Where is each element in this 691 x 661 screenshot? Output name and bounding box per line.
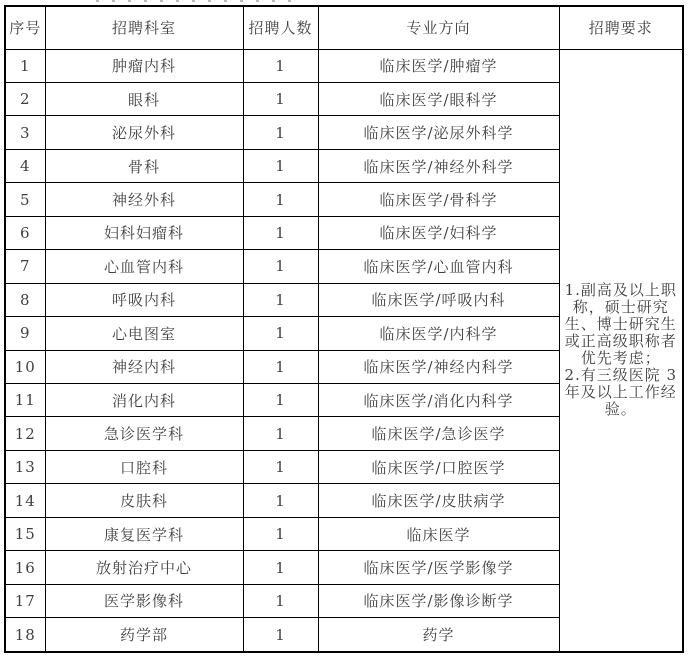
major-cell: 临床医学/呼吸内科 (318, 283, 559, 316)
headcount-cell: 1 (243, 450, 318, 483)
headcount-cell: 1 (243, 49, 318, 82)
department-cell: 神经内科 (45, 350, 243, 383)
row-number-cell: 12 (5, 417, 45, 450)
department-cell: 康复医学科 (45, 517, 243, 550)
col-header-department: 招聘科室 (45, 6, 243, 49)
row-number-cell: 16 (5, 551, 45, 584)
row-number-cell: 2 (5, 82, 45, 115)
headcount-cell: 1 (243, 484, 318, 517)
row-number-cell: 17 (5, 584, 45, 617)
headcount-cell: 1 (243, 551, 318, 584)
clipped-text-remnant (96, 0, 291, 2)
headcount-cell: 1 (243, 183, 318, 216)
department-cell: 急诊医学科 (45, 417, 243, 450)
major-cell: 临床医学/影像诊断学 (318, 584, 559, 617)
major-cell: 临床医学/眼科学 (318, 82, 559, 115)
headcount-cell: 1 (243, 116, 318, 149)
requirement-line-2: 2.有三级医院 3 年及以上工作经验。 (564, 366, 678, 419)
department-cell: 肿瘤内科 (45, 49, 243, 82)
department-cell: 放射治疗中心 (45, 551, 243, 584)
headcount-cell: 1 (243, 317, 318, 350)
department-cell: 皮肤科 (45, 484, 243, 517)
row-number-cell: 9 (5, 317, 45, 350)
headcount-cell: 1 (243, 82, 318, 115)
major-cell: 临床医学 (318, 517, 559, 550)
department-cell: 消化内科 (45, 384, 243, 417)
col-header-headcount: 招聘人数 (243, 6, 318, 49)
row-number-cell: 3 (5, 116, 45, 149)
headcount-cell: 1 (243, 283, 318, 316)
header-row (5, 6, 683, 49)
row-number-cell: 11 (5, 384, 45, 417)
department-cell: 妇科妇瘤科 (45, 216, 243, 249)
requirement-line-1: 1.副高及以上职称，硕士研究生、博士研究生或正高级职称者优先考虑； (564, 281, 677, 368)
headcount-cell: 1 (243, 350, 318, 383)
col-header-major: 专业方向 (318, 6, 559, 49)
department-cell: 医学影像科 (45, 584, 243, 617)
department-cell: 骨科 (45, 149, 243, 182)
major-cell: 临床医学/消化内科学 (318, 384, 559, 417)
major-cell: 临床医学/心血管内科 (318, 250, 559, 283)
recruitment-table (4, 5, 684, 653)
department-cell: 神经外科 (45, 183, 243, 216)
row-number-cell: 4 (5, 149, 45, 182)
headcount-cell: 1 (243, 216, 318, 249)
row-number-cell: 10 (5, 350, 45, 383)
requirements-cell (559, 49, 683, 652)
major-cell: 药学 (318, 618, 559, 652)
headcount-cell: 1 (243, 250, 318, 283)
department-cell: 眼科 (45, 82, 243, 115)
col-header-index: 序号 (5, 6, 45, 49)
department-cell: 心电图室 (45, 317, 243, 350)
major-cell: 临床医学/神经内科学 (318, 350, 559, 383)
row-number-cell: 1 (5, 49, 45, 82)
row-number-cell: 8 (5, 283, 45, 316)
headcount-cell: 1 (243, 618, 318, 652)
major-cell: 临床医学/急诊医学 (318, 417, 559, 450)
major-cell: 临床医学/皮肤病学 (318, 484, 559, 517)
headcount-cell: 1 (243, 149, 318, 182)
row-number-cell: 14 (5, 484, 45, 517)
major-cell: 临床医学/妇科学 (318, 216, 559, 249)
row-number-cell: 15 (5, 517, 45, 550)
major-cell: 临床医学/骨科学 (318, 183, 559, 216)
major-cell: 临床医学/口腔医学 (318, 450, 559, 483)
department-cell: 呼吸内科 (45, 283, 243, 316)
major-cell: 临床医学/泌尿外科学 (318, 116, 559, 149)
table-body (5, 49, 683, 652)
major-cell: 临床医学/医学影像学 (318, 551, 559, 584)
headcount-cell: 1 (243, 517, 318, 550)
row-number-cell: 18 (5, 618, 45, 652)
row-number-cell: 7 (5, 250, 45, 283)
table-row (5, 49, 683, 82)
department-cell: 心血管内科 (45, 250, 243, 283)
major-cell: 临床医学/内科学 (318, 317, 559, 350)
major-cell: 临床医学/肿瘤学 (318, 49, 559, 82)
row-number-cell: 6 (5, 216, 45, 249)
headcount-cell: 1 (243, 417, 318, 450)
department-cell: 口腔科 (45, 450, 243, 483)
headcount-cell: 1 (243, 384, 318, 417)
department-cell: 药学部 (45, 618, 243, 652)
headcount-cell: 1 (243, 584, 318, 617)
row-number-cell: 5 (5, 183, 45, 216)
row-number-cell: 13 (5, 450, 45, 483)
major-cell: 临床医学/神经外科学 (318, 149, 559, 182)
col-header-requirements: 招聘要求 (559, 6, 683, 49)
department-cell: 泌尿外科 (45, 116, 243, 149)
